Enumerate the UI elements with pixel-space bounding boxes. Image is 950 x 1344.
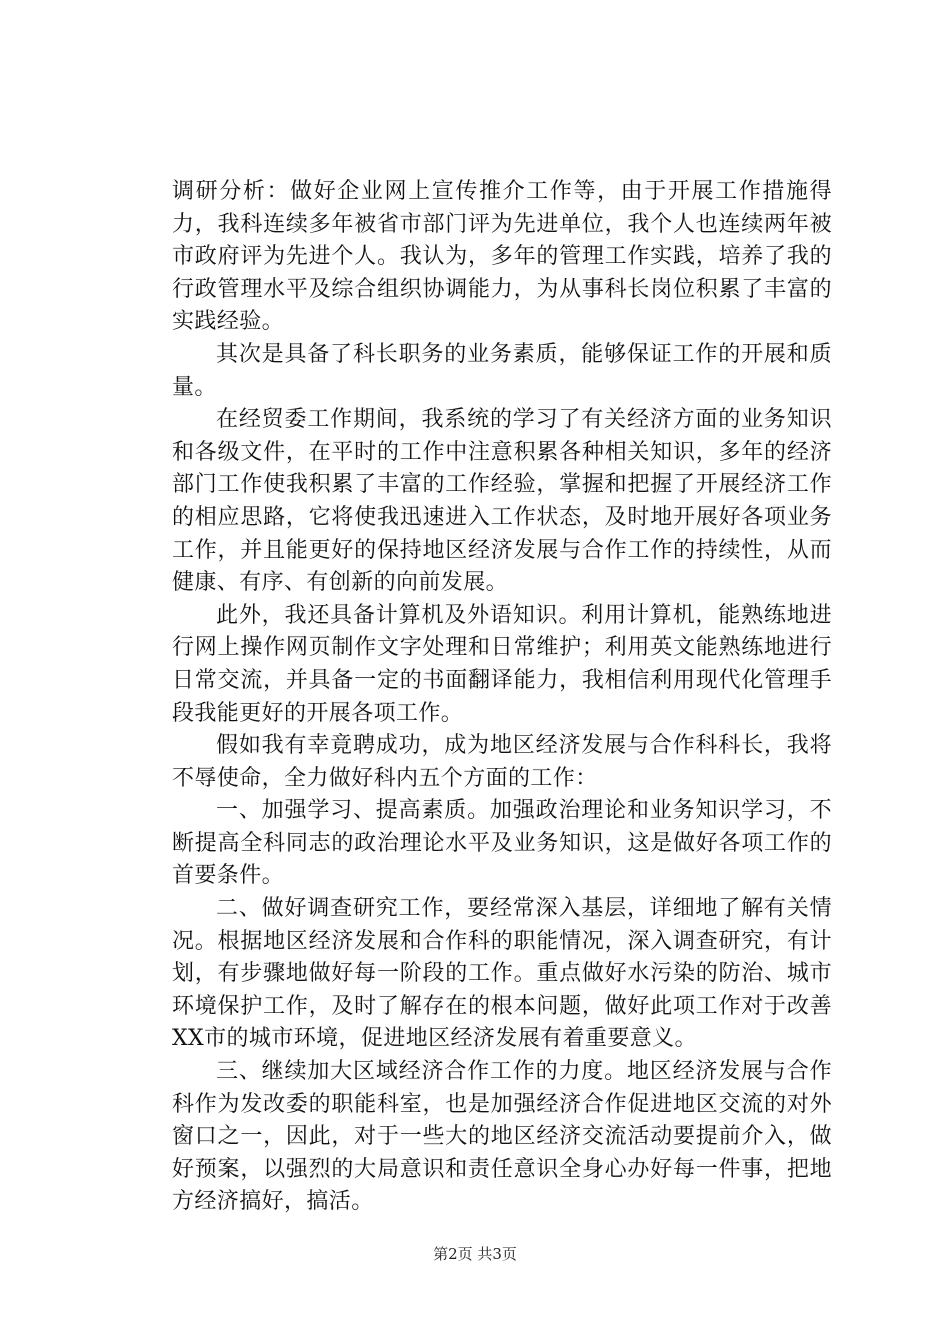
paragraph: 在经贸委工作期间，我系统的学习了有关经济方面的业务知识和各级文件，在平时的工作中注意积累各种相关知识，多年的经济部门工作使我积累了丰富的工作经验，掌握和把握了开展经济工作的相应思路，它将使我迅速进入工作状态，及时地开展好各项业务工作，并且能更好的保持地区经济发展与合作工作的持续性，从而健康、有序、有创新的向前发展。: [172, 407, 832, 596]
page-footer: [0, 1244, 950, 1264]
paragraph-item-1: 一、加强学习、提高素质。加强政治理论和业务知识学习，不断提高全科同志的政治理论水平及业务知识，这是做好各项工作的首要条件。: [172, 798, 832, 889]
paragraph: 此外，我还具备计算机及外语知识。利用计算机，能熟练地进行网上操作网页制作文字处理和日常维护；利用英文能熟练地进行日常交流，并具备一定的书面翻译能力，我相信利用现代化管理手段我能更好的开展各项工作。: [172, 602, 832, 726]
paragraph-continuation: 调研分析：做好企业网上宣传推介工作等，由于开展工作措施得力，我科连续多年被省市部门评为先进单位，我个人也连续两年被市政府评为先进个人。我认为，多年的管理工作实践，培养了我的行政管理水平及综合组织协调能力，为从事科长岗位积累了丰富的实践经验。: [172, 179, 832, 335]
document-body: [172, 176, 832, 1219]
paragraph-item-2: 二、做好调查研究工作，要经常深入基层，详细地了解有关情况。根据地区经济发展和合作科的职能情况，深入调查研究，有计划，有步骤地做好每一阶段的工作。重点做好水污染的防治、城市环境保护工作，及时了解存在的根本问题，做好此项工作对于改善XX市的城市环境，促进地区经济发展有着重要意义。: [172, 896, 832, 1052]
paragraph-item-3: 三、继续加大区域经济合作工作的力度。地区经济发展与合作科作为发改委的职能科室，也是加强经济合作促进地区交流的对外窗口之一，因此，对于一些大的地区经济交流活动要提前介入，做好预案，以强烈的大局意识和责任意识全身心办好每一件事，把地方经济搞好，搞活。: [172, 1059, 832, 1215]
paragraph: 其次是具备了科长职务的业务素质，能够保证工作的开展和质量。: [172, 341, 832, 400]
page-number: 第2页 共3页: [433, 1245, 517, 1263]
paragraph: 假如我有幸竟聘成功，成为地区经济发展与合作科科长，我将不辱使命，全力做好科内五个方面的工作：: [172, 733, 832, 791]
